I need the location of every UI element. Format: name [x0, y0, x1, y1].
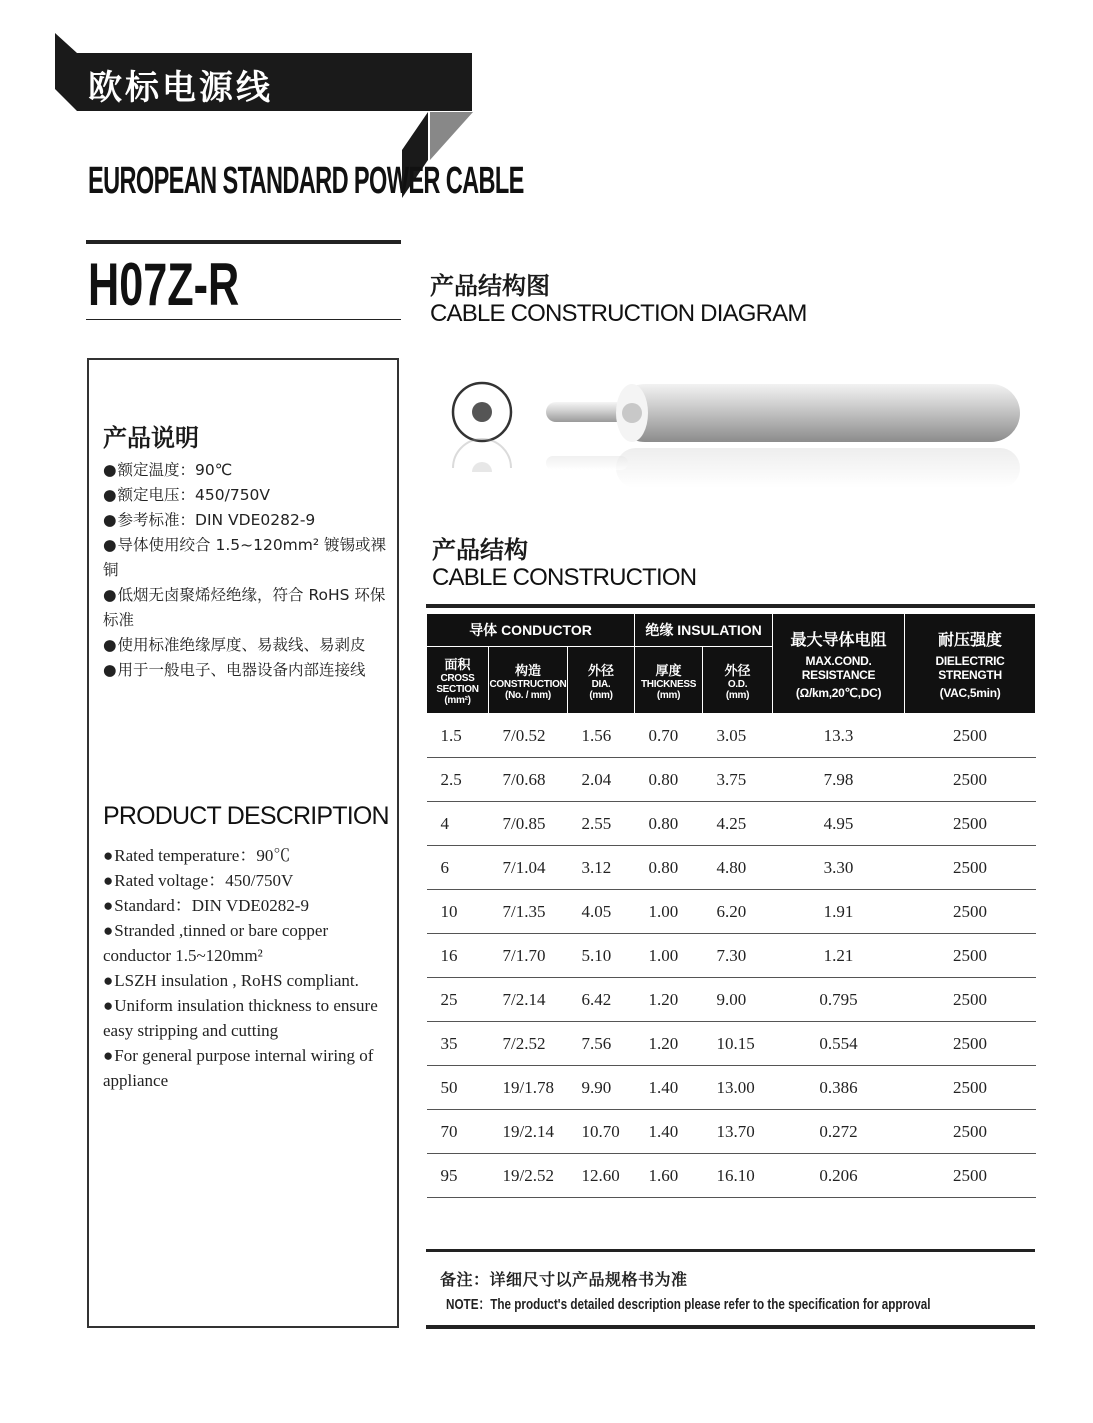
- note-en: NOTE：The product's detailed description please refer to the specification for approval: [446, 1296, 931, 1313]
- table-cell: 0.70: [635, 714, 703, 758]
- table-cell: 7.30: [703, 934, 773, 978]
- table-cell: 1.21: [773, 934, 905, 978]
- note-cn: 备注：详细尺寸以产品规格书为准: [440, 1270, 688, 1289]
- table-cell: 25: [427, 978, 489, 1022]
- table-cell: 70: [427, 1110, 489, 1154]
- list-item: ● 用于一般电子、电器设备内部连接线: [103, 658, 393, 683]
- table-cell: 9.00: [703, 978, 773, 1022]
- table-cell: 3.12: [568, 846, 635, 890]
- table-cell: 2500: [905, 1154, 1036, 1198]
- table-cell: 19/2.52: [489, 1154, 568, 1198]
- divider: [86, 319, 401, 320]
- table-row: [427, 758, 1036, 802]
- table-cell: 50: [427, 1066, 489, 1110]
- table-cell: 1.20: [635, 1022, 703, 1066]
- table-cell: 19/2.14: [489, 1110, 568, 1154]
- list-item: ● Rated temperature：90℃: [103, 843, 393, 868]
- specification-table: [426, 613, 1036, 1198]
- resistance-header: 最大导体电阻 MAX.COND. RESISTANCE (Ω/km,20℃,DC): [773, 614, 905, 714]
- english-title: EUROPEAN STANDARD POWER CABLE: [88, 160, 524, 202]
- table-cell: 1.40: [635, 1066, 703, 1110]
- table-cell: 1.40: [635, 1110, 703, 1154]
- diagram-en-heading: CABLE CONSTRUCTION DIAGRAM: [430, 300, 807, 327]
- table-cell: 13.00: [703, 1066, 773, 1110]
- table-cell: 1.60: [635, 1154, 703, 1198]
- table-row: [427, 846, 1036, 890]
- table-cell: 1.20: [635, 978, 703, 1022]
- list-item: ● Stranded ,tinned or bare copper conductor 1.5~120mm²: [103, 918, 393, 968]
- list-item: ● 导体使用绞合 1.5~120mm² 镀锡或裸铜: [103, 533, 393, 583]
- table-cell: 2.5: [427, 758, 489, 802]
- table-cell: 2.04: [568, 758, 635, 802]
- table-cell: 7/1.04: [489, 846, 568, 890]
- description-cn-list: [103, 458, 393, 683]
- divider: [426, 1249, 1035, 1252]
- construction-header: 构造 CONSTRUCTION (No. / mm): [489, 647, 568, 714]
- table-cell: 7/1.35: [489, 890, 568, 934]
- table-cell: 7/0.68: [489, 758, 568, 802]
- insulation-group-header: 绝缘 INSULATION: [635, 614, 773, 647]
- construction-en-heading: CABLE CONSTRUCTION: [432, 564, 697, 591]
- chinese-title: 欧标电源线: [88, 68, 273, 108]
- table-cell: 2500: [905, 934, 1036, 978]
- divider: [426, 604, 1035, 608]
- list-item: ● 使用标准绝缘厚度、易裁线、易剥皮: [103, 633, 393, 658]
- table-cell: 2.55: [568, 802, 635, 846]
- table-cell: 4.95: [773, 802, 905, 846]
- table-cell: 2500: [905, 1022, 1036, 1066]
- table-cell: 12.60: [568, 1154, 635, 1198]
- diagram-cn-heading: 产品结构图: [430, 272, 550, 300]
- list-item: ● Uniform insulation thickness to ensure easy stripping and cutting: [103, 993, 393, 1043]
- table-cell: 2500: [905, 802, 1036, 846]
- table-cell: 0.80: [635, 802, 703, 846]
- table-cell: 4.80: [703, 846, 773, 890]
- table-cell: 10.15: [703, 1022, 773, 1066]
- table-row: [427, 1022, 1036, 1066]
- list-item: ● Rated voltage：450/750V: [103, 868, 393, 893]
- table-cell: 13.70: [703, 1110, 773, 1154]
- description-en-list: [103, 843, 393, 1093]
- table-row: [427, 714, 1036, 758]
- table-cell: 3.30: [773, 846, 905, 890]
- table-row: [427, 1066, 1036, 1110]
- table-row: [427, 1110, 1036, 1154]
- description-en-heading: PRODUCT DESCRIPTION: [103, 802, 389, 830]
- table-cell: 4.05: [568, 890, 635, 934]
- list-item: ● 额定温度：90℃: [103, 458, 393, 483]
- table-cell: 0.386: [773, 1066, 905, 1110]
- list-item: ● 额定电压：450/750V: [103, 483, 393, 508]
- table-cell: 6.20: [703, 890, 773, 934]
- table-cell: 2500: [905, 978, 1036, 1022]
- table-cell: 0.80: [635, 846, 703, 890]
- list-item: ● 低烟无卤聚烯烃绝缘，符合 RoHS 环保标准: [103, 583, 393, 633]
- table-cell: 0.795: [773, 978, 905, 1022]
- table-row: [427, 934, 1036, 978]
- table-cell: 7.98: [773, 758, 905, 802]
- divider: [86, 240, 401, 244]
- table-cell: 95: [427, 1154, 489, 1198]
- table-cell: 3.75: [703, 758, 773, 802]
- table-cell: 2500: [905, 758, 1036, 802]
- table-cell: 1.5: [427, 714, 489, 758]
- table-cell: 5.10: [568, 934, 635, 978]
- divider: [426, 1325, 1035, 1329]
- table-cell: 4.25: [703, 802, 773, 846]
- table-body: [427, 714, 1036, 1198]
- table-cell: 2500: [905, 890, 1036, 934]
- table-cell: 1.91: [773, 890, 905, 934]
- cross-section-header: 面积 CROSS SECTION (mm²): [427, 647, 489, 714]
- table-cell: 3.05: [703, 714, 773, 758]
- table-cell: 0.554: [773, 1022, 905, 1066]
- table-cell: 7/0.52: [489, 714, 568, 758]
- table-cell: 7/1.70: [489, 934, 568, 978]
- table-cell: 1.00: [635, 890, 703, 934]
- table-cell: 2500: [905, 714, 1036, 758]
- table-cell: 0.206: [773, 1154, 905, 1198]
- table-cell: 4: [427, 802, 489, 846]
- description-cn-heading: 产品说明: [103, 424, 199, 452]
- table-cell: 1.00: [635, 934, 703, 978]
- table-cell: 7/0.85: [489, 802, 568, 846]
- list-item: ● 参考标准：DIN VDE0282-9: [103, 508, 393, 533]
- conductor-icon: [546, 402, 628, 422]
- table-cell: 6: [427, 846, 489, 890]
- dielectric-strength-header: 耐压强度 DIELECTRIC STRENGTH (VAC,5min): [905, 614, 1036, 714]
- table-row: [427, 1154, 1036, 1198]
- cross-section-icon: [453, 383, 511, 441]
- conductor-group-header: 导体 CONDUCTOR: [427, 614, 635, 647]
- table-cell: 0.80: [635, 758, 703, 802]
- diameter-header: 外径 DIA. (mm): [568, 647, 635, 714]
- table-cell: 2500: [905, 1066, 1036, 1110]
- table-cell: 35: [427, 1022, 489, 1066]
- table-cell: 19/1.78: [489, 1066, 568, 1110]
- table-cell: 2500: [905, 1110, 1036, 1154]
- table-cell: 7.56: [568, 1022, 635, 1066]
- table-cell: 10: [427, 890, 489, 934]
- outer-diameter-header: 外径 O.D. (mm): [703, 647, 773, 714]
- table-cell: 2500: [905, 846, 1036, 890]
- table-cell: 16: [427, 934, 489, 978]
- thickness-header: 厚度 THICKNESS (mm): [635, 647, 703, 714]
- table-row: [427, 802, 1036, 846]
- table-row: [427, 978, 1036, 1022]
- table-cell: 1.56: [568, 714, 635, 758]
- table-cell: 6.42: [568, 978, 635, 1022]
- table-cell: 0.272: [773, 1110, 905, 1154]
- table-cell: 9.90: [568, 1066, 635, 1110]
- table-cell: 7/2.52: [489, 1022, 568, 1066]
- table-cell: 16.10: [703, 1154, 773, 1198]
- table-cell: 13.3: [773, 714, 905, 758]
- table-cell: 10.70: [568, 1110, 635, 1154]
- construction-cn-heading: 产品结构: [432, 536, 528, 564]
- table-row: [427, 890, 1036, 934]
- sheath-icon: [616, 384, 1020, 442]
- list-item: ● LSZH insulation , RoHS compliant.: [103, 968, 393, 993]
- list-item: ● Standard：DIN VDE0282-9: [103, 893, 393, 918]
- table-cell: 7/2.14: [489, 978, 568, 1022]
- list-item: ● For general purpose internal wiring of appliance: [103, 1043, 393, 1093]
- cable-diagram: [440, 370, 1030, 500]
- model-number: H07Z-R: [88, 251, 240, 318]
